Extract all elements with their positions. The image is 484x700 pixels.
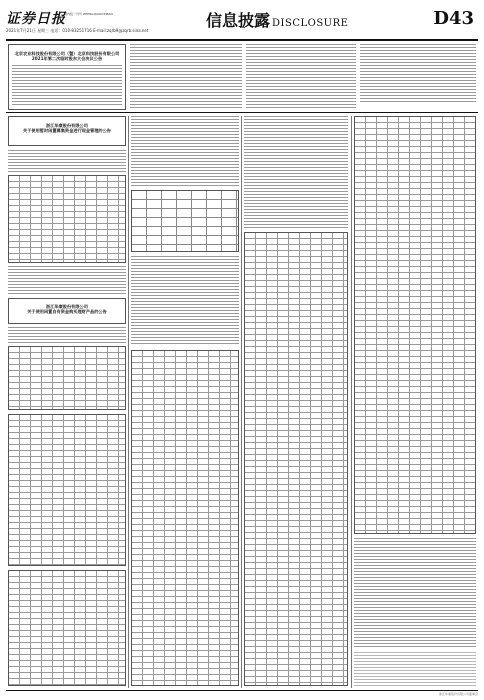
left-col-table-4 — [8, 570, 126, 686]
wealth-product-header — [8, 298, 126, 324]
footer-signature: 浙江华康股份有限公司董事会 — [438, 692, 478, 696]
left-col-table-1 — [8, 175, 126, 263]
col4-table-1 — [354, 116, 476, 534]
page-number: D43 — [433, 8, 474, 29]
meeting-notice-body — [12, 65, 122, 107]
meeting-notice-box — [8, 44, 126, 110]
left-col-table-3 — [8, 414, 126, 566]
masthead — [6, 6, 478, 40]
col2-table-2 — [131, 350, 239, 686]
bottom-rule — [6, 690, 478, 691]
section-title-en: DISCLOSURE — [272, 18, 349, 29]
col4-text-2 — [354, 652, 476, 686]
masthead-rule — [6, 39, 478, 41]
meeting-text-col-2 — [246, 44, 356, 110]
meeting-text-col-3 — [360, 44, 476, 104]
date-contact-line: 2021年7月21日 星期三 电话：010-83251716 E-mail:zqrb9@zqrb.sina.net — [6, 28, 149, 33]
section-title-cn: 信息披露 — [206, 11, 271, 30]
article-title-wealth-products: 浙江华康股份有限公司 关于使用闲置自有资金购买理财产品的公告 — [27, 304, 107, 314]
left-col-table-2 — [8, 346, 126, 410]
col3-text-1 — [244, 116, 348, 228]
column-divider-3 — [351, 116, 352, 688]
col2-text-2 — [131, 256, 239, 346]
col3-table-1 — [244, 232, 348, 686]
section-title — [206, 8, 348, 31]
col2-table-1 — [131, 190, 239, 252]
col2-text-1 — [131, 116, 239, 186]
left-col-text-1 — [8, 150, 126, 172]
left-col-text-2 — [8, 266, 126, 294]
cash-management-header — [8, 116, 126, 146]
newspaper-logo: 证券日报 — [6, 11, 66, 27]
column-divider-1 — [128, 116, 129, 688]
column-divider-2 — [241, 116, 242, 688]
article-title-cash-management: 浙江华康股份有限公司 关于使用暂时闲置募集资金进行现金管理的公告 — [23, 123, 111, 133]
logo-subtitle: 国内统一刊号 ZHENGQUAN RIBAO — [64, 12, 113, 16]
meeting-text-col-1 — [130, 44, 242, 110]
left-col-text-3 — [8, 327, 126, 343]
article-title-meeting: 北京农业科技股份有限公司（暨）北京科技股份有限公司 2021年第二次临时股东大会决议公告 — [14, 51, 120, 61]
section-divider — [6, 112, 478, 113]
col4-text-1 — [354, 538, 476, 648]
